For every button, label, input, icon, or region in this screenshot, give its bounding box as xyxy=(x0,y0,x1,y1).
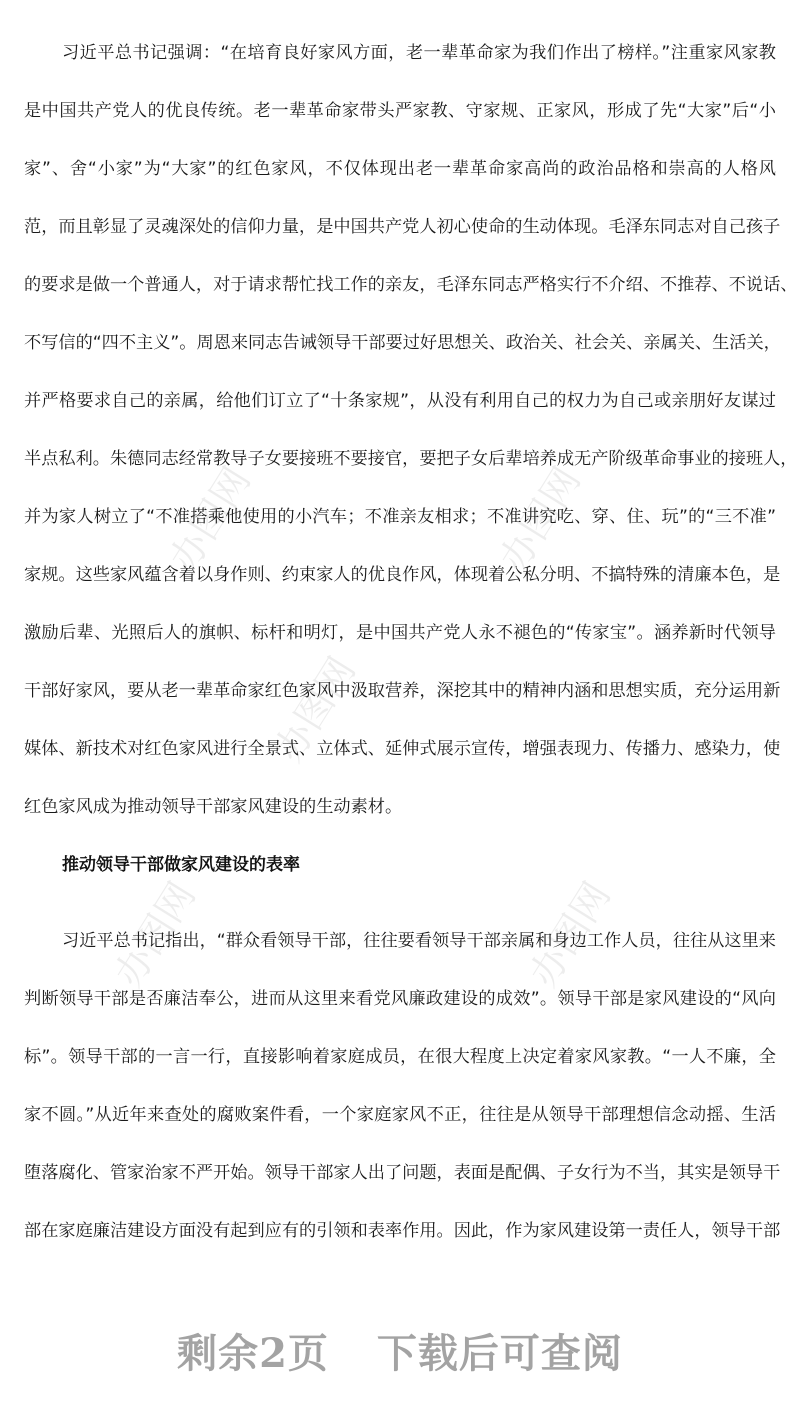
watermark: 办图网 xyxy=(106,874,204,995)
text-line: 半点私利。朱德同志经常教导子女要接班不要接官，要把子女后辈培养成无产阶级革命事业的接班人， xyxy=(24,449,798,469)
text-line: 习近平总书记强调：“在培育良好家风方面，老一辈革命家为我们作出了榜样。”注重家风家教 xyxy=(62,43,776,63)
remaining-pages-label: 剩余2页 xyxy=(177,1330,329,1377)
section-heading: 推动领导干部做家风建设的表率 xyxy=(62,855,300,875)
text-line: 媒体、新技术对红色家风进行全景式、立体式、延伸式展示宣传，增强表现力、传播力、感染力，使 xyxy=(24,739,781,759)
download-prompt[interactable] xyxy=(0,1322,800,1379)
text-line: 习近平总书记指出，“群众看领导干部，往往要看领导干部亲属和身边工作人员，往往从这里来 xyxy=(62,931,776,951)
watermark: 办图网 xyxy=(491,459,589,580)
text-line: 并为家人树立了“不准搭乘他使用的小汽车；不准亲友相求；不准讲究吃、穿、住、玩”的“三不准” xyxy=(24,507,776,527)
text-line: 家规。这些家风蕴含着以身作则、约束家人的优良作风，体现着公私分明、不搞特殊的清廉本色，是 xyxy=(24,565,781,585)
text-line: 家不圆。”从近年来查处的腐败案件看，一个家庭家风不正，往往是从领导干部理想信念动摇、生活 xyxy=(24,1105,776,1125)
text-line: 标”。领导干部的一言一行，直接影响着家庭成员，在很大程度上决定着家风家教。“一人不廉，全 xyxy=(24,1047,776,1067)
text-line: 激励后辈、光照后人的旗帜、标杆和明灯，是中国共产党人永不褪色的“传家宝”。涵养新时代领导 xyxy=(24,623,776,643)
text-line: 不写信的“四不主义”。周恩来同志告诫领导干部要过好思想关、政治关、社会关、亲属关、生活关， xyxy=(24,333,781,353)
text-line: 是中国共产党人的优良传统。老一辈革命家带头严家教、守家规、正家风，形成了先“大家”后“小 xyxy=(24,101,776,121)
text-line: 的要求是做一个普通人，对于请求帮忙找工作的亲友，毛泽东同志严格实行不介绍、不推荐、不说话、 xyxy=(24,275,798,295)
watermark: 办图网 xyxy=(266,649,364,770)
text-line: 家”、舍“小家”为“大家”的红色家风，不仅体现出老一辈革命家高尚的政治品格和崇高的人格风 xyxy=(24,159,776,179)
text-line: 判断领导干部是否廉洁奉公，进而从这里来看党风廉政建设的成效”。领导干部是家风建设的“风向 xyxy=(24,989,776,1009)
download-hint-label: 下载后可查阅 xyxy=(376,1330,623,1377)
text-line: 部在家庭廉洁建设方面没有起到应有的引领和表率作用。因此，作为家风建设第一责任人，领导干部 xyxy=(24,1221,781,1241)
text-line: 并严格要求自己的亲属，给他们订立了“十条家规”，从没有利用自己的权力为自己或亲朋好友谋过 xyxy=(24,391,776,411)
watermark: 办图网 xyxy=(161,459,259,580)
text-line: 红色家风成为推动领导干部家风建设的生动素材。 xyxy=(24,797,403,817)
text-line: 干部好家风，要从老一辈革命家红色家风中汲取营养，深挖其中的精神内涵和思想实质，充分运用新 xyxy=(24,681,781,701)
text-line: 范，而且彰显了灵魂深处的信仰力量，是中国共产党人初心使命的生动体现。毛泽东同志对自己孩子 xyxy=(24,217,781,237)
text-line: 堕落腐化、管家治家不严开始。领导干部家人出了问题，表面是配偶、子女行为不当，其实是领导干 xyxy=(24,1163,781,1183)
watermark: 办图网 xyxy=(521,874,619,995)
